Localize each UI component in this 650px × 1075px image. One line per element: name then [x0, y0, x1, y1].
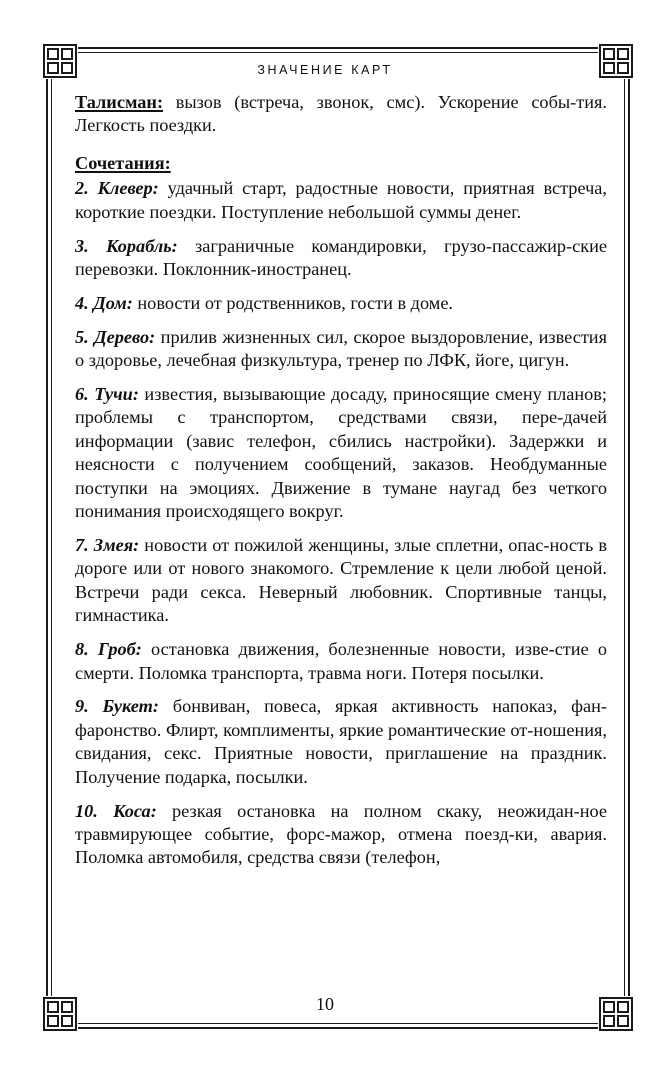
entry-paragraph	[75, 292, 607, 315]
entry-term: 10. Коса:	[75, 800, 157, 821]
entry-paragraph	[75, 638, 607, 685]
entry-text: новости от родственников, гости в доме.	[132, 292, 453, 313]
entry-term: 8. Гроб:	[75, 639, 142, 660]
entry-text: известия, вызывающие досаду, приносящие смену планов; проблемы с транспортом, средствами связи, пере-дачей информации (завис телефон, сбились настройки). Задержки и неясности с получением сообщений, заказов. Необдуманные поступки на эмоциях. Движение в тумане наугад без четкого понимания происходящего вокруг.	[75, 384, 607, 522]
entry-text: прилив жизненных сил, скорое выздоровление, известия о здоровье, лечебная физкультура, тренер по ЛФК, йоге, цигун.	[75, 326, 607, 371]
entry-text: остановка движения, болезненные новости, изве-стие о смерти. Поломка транспорта, травма ноги. Потеря посылки.	[75, 639, 607, 683]
entry-text: удачный старт, радостные новости, приятная встреча, короткие поездки. Поступление небольшой суммы денег.	[75, 178, 607, 222]
entry-paragraph	[75, 177, 607, 224]
entry-text: бонвиван, повеса, яркая активность напоказ, фан-фаронство. Флирт, комплименты, яркие романтические от-ношения, свидания, секс. Приятные новости, приглашение на праздник. Получение подарка, посылки.	[75, 696, 608, 787]
entry-text: резкая остановка на полном скаку, неожидан-ное травмирующее событие, форс-мажор, отмена поезд-ки, авария. Поломка автомобиля, средства связи (телефон,	[75, 800, 607, 868]
entry-term: 6. Тучи:	[75, 384, 139, 405]
talisman-paragraph	[75, 91, 607, 138]
entry-term: 2. Клевер:	[75, 178, 159, 199]
page-body	[75, 91, 607, 880]
entry-paragraph	[75, 534, 607, 628]
entry-term: 3. Корабль:	[75, 235, 178, 256]
page-number: 10	[316, 994, 334, 1014]
talisman-text: вызов (встреча, звонок, смс). Ускорение собы-тия. Легкость поездки.	[75, 92, 607, 136]
entry-term: 4. Дом:	[75, 292, 133, 313]
entry-text: новости от пожилой женщины, злые сплетни, опас-ность в дороге или от нового знакомого. Стремление к цели любой ценой. Встречи ради секса. Неверный любовник. Спортивные танцы, гимнастика.	[75, 535, 607, 626]
talisman-label: Талисман:	[75, 92, 164, 112]
entry-paragraph	[75, 326, 607, 373]
entry-paragraph	[75, 800, 607, 870]
entry-term: 5. Дерево:	[75, 326, 156, 347]
entry-paragraph	[75, 383, 607, 523]
entry-paragraph	[75, 695, 607, 789]
combinations-heading-wrap	[75, 152, 607, 175]
entry-term: 9. Букет:	[75, 696, 159, 717]
entry-paragraph	[75, 235, 607, 282]
combinations-heading: Сочетания:	[75, 152, 171, 173]
running-head: ЗНАЧЕНИЕ КАРТ	[257, 63, 393, 77]
entry-text: заграничные командировки, грузо-пассажир-ские перевозки. Поклонник-иностранец.	[75, 235, 607, 279]
entry-term: 7. Змея:	[75, 535, 140, 555]
